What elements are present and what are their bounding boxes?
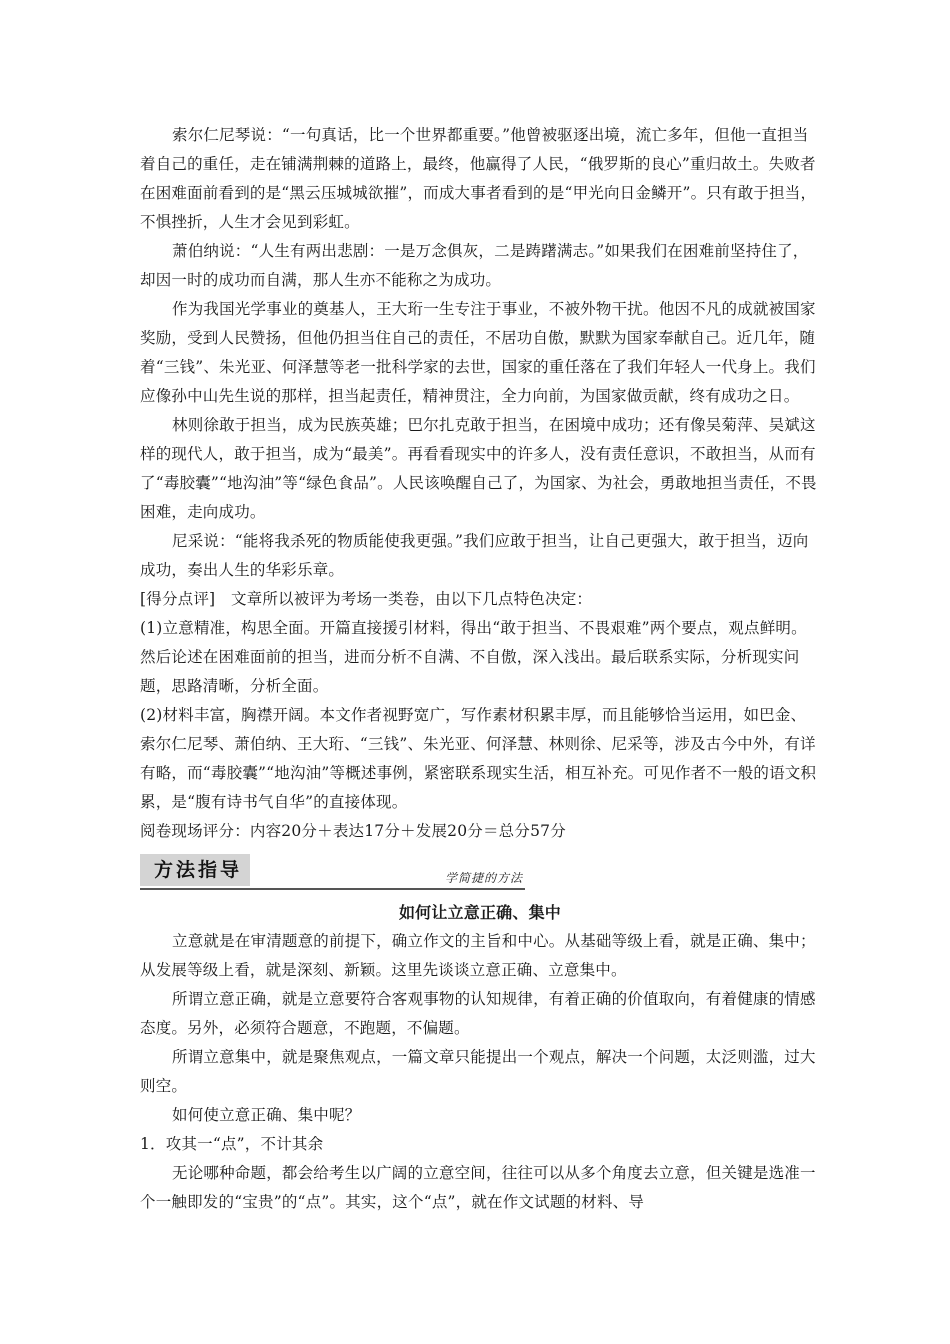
essay-paragraph: 萧伯纳说：“人生有两出悲剧：一是万念俱灰，二是踌躇满志。”如果我们在困难前坚持住了，却因一时的成功而自满，那人生亦不能称之为成功。 [140,242,809,289]
review-score: 阅卷现场评分：内容20分＋表达17分＋发展20分＝总分57分 [140,822,566,840]
method-list-item: 1．攻其一“点”，不计其余 [140,1135,324,1153]
section-header [140,854,525,890]
essay-paragraph: 尼采说：“能将我杀死的物质能使我更强。”我们应敢于担当，让自己更强大，敢于担当，迈向成功，奏出人生的华彩乐章。 [140,532,809,579]
method-paragraph: 所谓立意集中，就是聚焦观点，一篇文章只能提出一个观点，解决一个问题，太泛则滥，过大则空。 [140,1048,816,1095]
section-subtitle: 学简捷的方法 [444,871,523,885]
section-title: 方法指导 [154,859,243,881]
essay-paragraph: 作为我国光学事业的奠基人，王大珩一生专注于事业，不被外物干扰。他因不凡的成就被国家奖励，受到人民赞扬，但他仍担当住自己的责任，不居功自傲，默默为国家奉献自己。近几年，随着“三钱”、朱光亚、何泽慧等老一批科学家的去世，国家的重任落在了我们年轻人一代身上。我们应像孙中山先生说的那样，担当起责任，精神贯注，全力向前，为国家做贡献，终有成功之日。 [140,300,816,405]
method-paragraph: 所谓立意正确，就是立意要符合客观事物的认知规律，有着正确的价值取向，有着健康的情感态度。另外，必须符合题意，不跑题，不偏题。 [140,990,816,1037]
method-title: 如何让立意正确、集中 [398,903,561,922]
review-intro: [得分点评] 文章所以被评为考场一类卷，由以下几点特色决定： [140,590,593,608]
review-point-1: (1)立意精准，构思全面。开篇直接援引材料，得出“敢于担当、不畏艰难”两个要点，观点鲜明。然后论述在困难面前的担当，进而分析不自满、不自傲，深入浅出。最后联系实际，分析现实问题，思路清晰，分析全面。 [140,619,807,695]
essay-paragraph: 索尔仁尼琴说：“一句真话，比一个世界都重要。”他曾被驱逐出境，流亡多年，但他一直担当着自己的重任，走在铺满荆棘的道路上，最终，他赢得了人民，“俄罗斯的良心”重归故土。失败者在困难面前看到的是“黑云压城城欲摧”，而成大事者看到的是“甲光向日金鳞开”。只有敢于担当，不惧挫折，人生才会见到彩虹。 [140,126,817,231]
method-paragraph: 如何使立意正确、集中呢？ [172,1106,361,1124]
document-body [140,121,820,1217]
method-paragraph: 立意就是在审清题意的前提下，确立作文的主旨和中心。从基础等级上看，就是正确、集中；从发展等级上看，就是深刻、新颖。这里先谈谈立意正确、立意集中。 [140,932,816,979]
review-point-2: (2)材料丰富，胸襟开阔。本文作者视野宽广，写作素材积累丰厚，而且能够恰当运用，如巴金、索尔仁尼琴、萧伯纳、王大珩、“三钱”、朱光亚、何泽慧、林则徐、尼采等，涉及古今中外，有详有略，而“毒胶囊”“地沟油”等概述事例，紧密联系现实生活，相互补充。可见作者不一般的语文积累，是“腹有诗书气自华”的直接体现。 [140,706,817,811]
method-paragraph: 无论哪种命题，都会给考生以广阔的立意空间，往往可以从多个角度去立意，但关键是选准一个一触即发的“宝贵”的“点”。其实，这个“点”，就在作文试题的材料、导 [140,1164,816,1211]
essay-paragraph: 林则徐敢于担当，成为民族英雄；巴尔扎克敢于担当，在困境中成功；还有像吴菊萍、吴斌这样的现代人，敢于担当，成为“最美”。再看看现实中的许多人，没有责任意识，不敢担当，从而有了“毒胶囊”“地沟油”等“绿色食品”。人民该唤醒自己了，为国家、为社会，勇敢地担当责任，不畏困难，走向成功。 [140,416,817,521]
